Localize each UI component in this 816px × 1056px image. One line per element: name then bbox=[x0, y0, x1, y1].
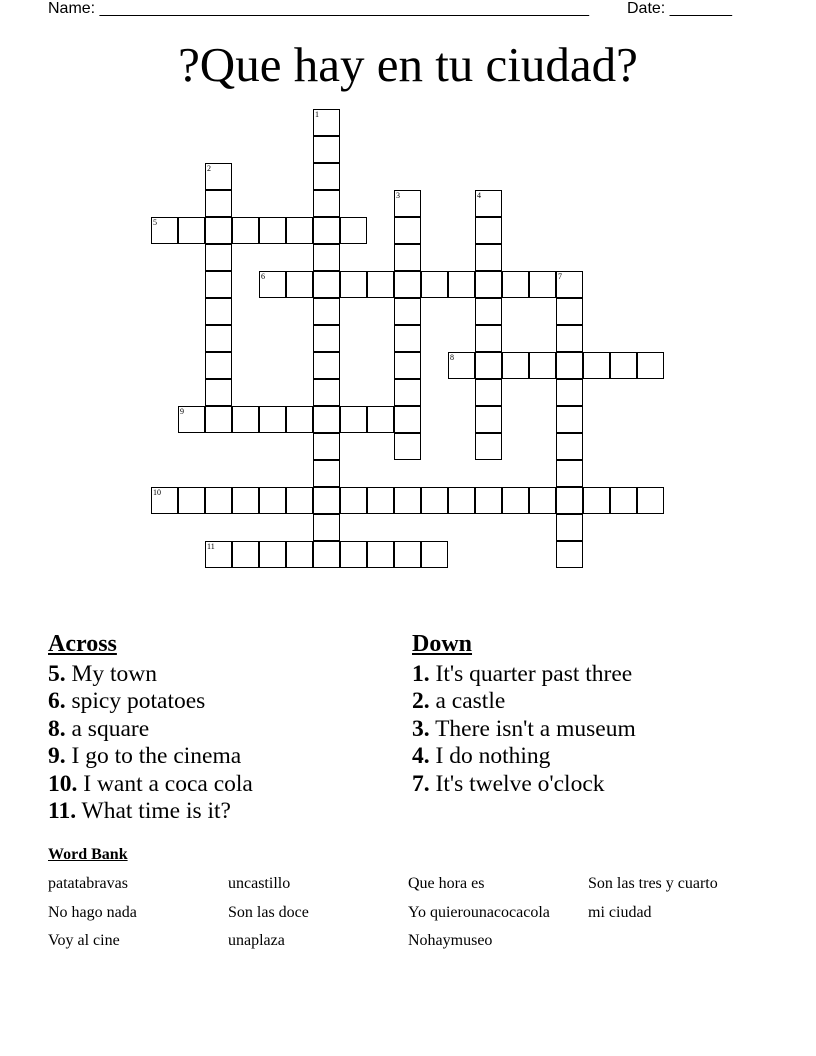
crossword-cell[interactable] bbox=[313, 244, 340, 271]
crossword-cell[interactable] bbox=[448, 352, 475, 379]
crossword-cell[interactable] bbox=[313, 514, 340, 541]
crossword-cell[interactable] bbox=[178, 487, 205, 514]
crossword-cell[interactable] bbox=[178, 217, 205, 244]
clue-number-label: 4. bbox=[412, 743, 430, 770]
crossword-cell[interactable] bbox=[205, 298, 232, 325]
crossword-cell[interactable] bbox=[475, 271, 502, 298]
clue-number-label: 5. bbox=[48, 661, 66, 687]
name-field[interactable]: Name: _______________________________________________________ bbox=[48, 0, 589, 17]
crossword-cell[interactable] bbox=[556, 379, 583, 406]
clue-number-label: 8. bbox=[48, 715, 66, 742]
crossword-cell[interactable] bbox=[313, 460, 340, 487]
crossword-cell[interactable] bbox=[394, 541, 421, 568]
crossword-cell[interactable] bbox=[286, 271, 313, 298]
crossword-cell[interactable] bbox=[205, 325, 232, 352]
crossword-cell[interactable] bbox=[637, 487, 664, 514]
clue-number: 9 bbox=[180, 407, 184, 416]
word-bank-item: patatabravas bbox=[48, 875, 128, 892]
clue-text: My town bbox=[71, 661, 158, 687]
crossword-cell[interactable] bbox=[313, 271, 340, 298]
clue-text: I go to the cinema bbox=[71, 743, 242, 770]
clue-text: a square bbox=[71, 715, 150, 742]
word-bank-item: Son las tres y cuarto bbox=[588, 875, 718, 892]
crossword-cell[interactable] bbox=[394, 325, 421, 352]
down-clue bbox=[412, 771, 636, 798]
crossword-cell[interactable] bbox=[529, 487, 556, 514]
clue-number: 7 bbox=[558, 272, 562, 281]
crossword-cell[interactable] bbox=[394, 190, 421, 217]
word-bank-item: Nohaymuseo bbox=[408, 932, 493, 949]
crossword-cell[interactable] bbox=[475, 487, 502, 514]
down-clue bbox=[412, 743, 636, 770]
clue-text: It's twelve o'clock bbox=[435, 770, 605, 797]
crossword-cell[interactable] bbox=[340, 217, 367, 244]
clue-text: spicy potatoes bbox=[71, 688, 206, 715]
word-bank-item: Que hora es bbox=[408, 875, 485, 892]
crossword-cell[interactable] bbox=[475, 325, 502, 352]
crossword-cell[interactable] bbox=[205, 190, 232, 217]
clue-number: 10 bbox=[153, 488, 161, 497]
crossword-cell[interactable] bbox=[502, 352, 529, 379]
crossword-cell[interactable] bbox=[232, 217, 259, 244]
crossword-cell[interactable] bbox=[151, 487, 178, 514]
crossword-cell[interactable] bbox=[259, 406, 286, 433]
crossword-cell[interactable] bbox=[475, 190, 502, 217]
clue-number-label: 2. bbox=[412, 688, 430, 715]
date-field[interactable]: Date: _______ bbox=[627, 0, 732, 17]
crossword-cell[interactable] bbox=[286, 487, 313, 514]
across-clue-list bbox=[48, 661, 253, 825]
crossword-cell[interactable] bbox=[286, 217, 313, 244]
crossword-cell[interactable] bbox=[556, 514, 583, 541]
crossword-cell[interactable] bbox=[475, 298, 502, 325]
crossword-cell[interactable] bbox=[394, 379, 421, 406]
crossword-cell[interactable] bbox=[313, 487, 340, 514]
crossword-cell[interactable] bbox=[529, 271, 556, 298]
down-clue bbox=[412, 716, 636, 743]
crossword-cell[interactable] bbox=[151, 217, 178, 244]
crossword-cell[interactable] bbox=[421, 271, 448, 298]
crossword-cell[interactable] bbox=[259, 217, 286, 244]
crossword-cell[interactable] bbox=[313, 352, 340, 379]
crossword-cell[interactable] bbox=[205, 163, 232, 190]
across-heading: Across bbox=[48, 631, 117, 657]
crossword-cell[interactable] bbox=[205, 541, 232, 568]
crossword-cell[interactable] bbox=[232, 406, 259, 433]
crossword-cell[interactable] bbox=[556, 541, 583, 568]
crossword-cell[interactable] bbox=[529, 352, 556, 379]
clue-text: There isn't a museum bbox=[435, 715, 636, 742]
clue-number-label: 11. bbox=[48, 798, 77, 825]
crossword-cell[interactable] bbox=[205, 352, 232, 379]
down-clue bbox=[412, 688, 636, 715]
crossword-cell[interactable] bbox=[205, 217, 232, 244]
crossword-cell[interactable] bbox=[556, 325, 583, 352]
clue-number: 3 bbox=[396, 191, 400, 200]
clue-number: 4 bbox=[477, 191, 481, 200]
crossword-cell[interactable] bbox=[475, 433, 502, 460]
crossword-cell[interactable] bbox=[502, 271, 529, 298]
crossword-cell[interactable] bbox=[367, 406, 394, 433]
crossword-cell[interactable] bbox=[556, 352, 583, 379]
crossword-cell[interactable] bbox=[610, 487, 637, 514]
crossword-cell[interactable] bbox=[394, 217, 421, 244]
crossword-cell[interactable] bbox=[178, 406, 205, 433]
clue-number-label: 1. bbox=[412, 661, 430, 687]
page-title: ?Que hay en tu ciudad? bbox=[178, 37, 638, 92]
crossword-cell[interactable] bbox=[475, 217, 502, 244]
clue-number-label: 3. bbox=[412, 715, 430, 742]
crossword-cell[interactable] bbox=[556, 460, 583, 487]
crossword-cell[interactable] bbox=[340, 406, 367, 433]
clue-text: It's quarter past three bbox=[435, 661, 633, 687]
crossword-cell[interactable] bbox=[637, 352, 664, 379]
crossword-cell[interactable] bbox=[556, 433, 583, 460]
crossword-cell[interactable] bbox=[394, 487, 421, 514]
crossword-cell[interactable] bbox=[421, 487, 448, 514]
crossword-cell[interactable] bbox=[475, 406, 502, 433]
crossword-cell[interactable] bbox=[340, 541, 367, 568]
crossword-cell[interactable] bbox=[313, 433, 340, 460]
crossword-cell[interactable] bbox=[556, 298, 583, 325]
clue-number-label: 6. bbox=[48, 688, 66, 715]
down-clue-list bbox=[412, 661, 636, 798]
crossword-cell[interactable] bbox=[205, 379, 232, 406]
crossword-cell[interactable] bbox=[205, 406, 232, 433]
crossword-cell[interactable] bbox=[556, 406, 583, 433]
crossword-cell[interactable] bbox=[232, 487, 259, 514]
clue-text: I want a coca cola bbox=[83, 770, 253, 797]
crossword-cell[interactable] bbox=[259, 541, 286, 568]
clue-number: 11 bbox=[207, 542, 215, 551]
clue-text: a castle bbox=[435, 688, 506, 715]
clue-text: I do nothing bbox=[435, 743, 551, 770]
crossword-cell[interactable] bbox=[421, 541, 448, 568]
crossword-cell[interactable] bbox=[259, 487, 286, 514]
clue-number: 6 bbox=[261, 272, 265, 281]
down-clue bbox=[412, 661, 636, 688]
crossword-cell[interactable] bbox=[502, 487, 529, 514]
across-clue bbox=[48, 688, 253, 715]
crossword-cell[interactable] bbox=[313, 190, 340, 217]
across-clue bbox=[48, 771, 253, 798]
crossword-cell[interactable] bbox=[313, 136, 340, 163]
down-heading: Down bbox=[412, 631, 473, 657]
crossword-cell[interactable] bbox=[475, 352, 502, 379]
crossword-cell[interactable] bbox=[313, 379, 340, 406]
clue-number-label: 10. bbox=[48, 770, 78, 797]
crossword-cell[interactable] bbox=[205, 271, 232, 298]
crossword-cell[interactable] bbox=[313, 541, 340, 568]
clue-number: 1 bbox=[315, 110, 319, 119]
clue-number: 2 bbox=[207, 164, 211, 173]
across-clue bbox=[48, 661, 253, 688]
crossword-cell[interactable] bbox=[232, 541, 259, 568]
clue-number: 8 bbox=[450, 353, 454, 362]
clue-number-label: 9. bbox=[48, 743, 66, 770]
crossword-cell[interactable] bbox=[394, 433, 421, 460]
crossword-cell[interactable] bbox=[313, 109, 340, 136]
across-clue bbox=[48, 716, 253, 743]
crossword-cell[interactable] bbox=[475, 244, 502, 271]
crossword-cell[interactable] bbox=[367, 541, 394, 568]
word-bank-item: uncastillo bbox=[228, 875, 291, 892]
word-bank-item: No hago nada bbox=[48, 903, 137, 921]
clue-text: What time is it? bbox=[81, 798, 231, 825]
crossword-cell[interactable] bbox=[610, 352, 637, 379]
crossword-cell[interactable] bbox=[205, 487, 232, 514]
word-bank-title: Word Bank bbox=[48, 846, 128, 863]
crossword-cell[interactable] bbox=[448, 271, 475, 298]
crossword-cell[interactable] bbox=[313, 217, 340, 244]
crossword-cell[interactable] bbox=[556, 271, 583, 298]
crossword-cell[interactable] bbox=[340, 487, 367, 514]
crossword-cell[interactable] bbox=[286, 541, 313, 568]
crossword-cell[interactable] bbox=[313, 163, 340, 190]
word-bank-item: Yo quierounacocacola bbox=[408, 903, 550, 921]
word-bank-item: mi ciudad bbox=[588, 903, 652, 921]
crossword-cell[interactable] bbox=[313, 298, 340, 325]
crossword-cell[interactable] bbox=[259, 271, 286, 298]
crossword-cell[interactable] bbox=[313, 325, 340, 352]
crossword-cell[interactable] bbox=[205, 244, 232, 271]
crossword-cell[interactable] bbox=[475, 379, 502, 406]
across-clue bbox=[48, 743, 253, 770]
clue-number-label: 7. bbox=[412, 770, 430, 797]
crossword-cell[interactable] bbox=[448, 487, 475, 514]
crossword-cell[interactable] bbox=[556, 487, 583, 514]
crossword-cell[interactable] bbox=[394, 406, 421, 433]
crossword-cell[interactable] bbox=[367, 271, 394, 298]
crossword-cell[interactable] bbox=[394, 352, 421, 379]
word-bank-item: unaplaza bbox=[228, 932, 285, 949]
crossword-cell[interactable] bbox=[340, 271, 367, 298]
clue-number: 5 bbox=[153, 218, 157, 227]
crossword-cell[interactable] bbox=[367, 487, 394, 514]
across-clue bbox=[48, 798, 253, 825]
word-bank-item: Voy al cine bbox=[48, 932, 120, 949]
word-bank-item: Son las doce bbox=[228, 903, 309, 921]
crossword-cell[interactable] bbox=[394, 244, 421, 271]
crossword-cell[interactable] bbox=[394, 298, 421, 325]
crossword-cell[interactable] bbox=[286, 406, 313, 433]
crossword-cell[interactable] bbox=[394, 271, 421, 298]
crossword-cell[interactable] bbox=[313, 406, 340, 433]
crossword-cell[interactable] bbox=[583, 487, 610, 514]
crossword-cell[interactable] bbox=[583, 352, 610, 379]
